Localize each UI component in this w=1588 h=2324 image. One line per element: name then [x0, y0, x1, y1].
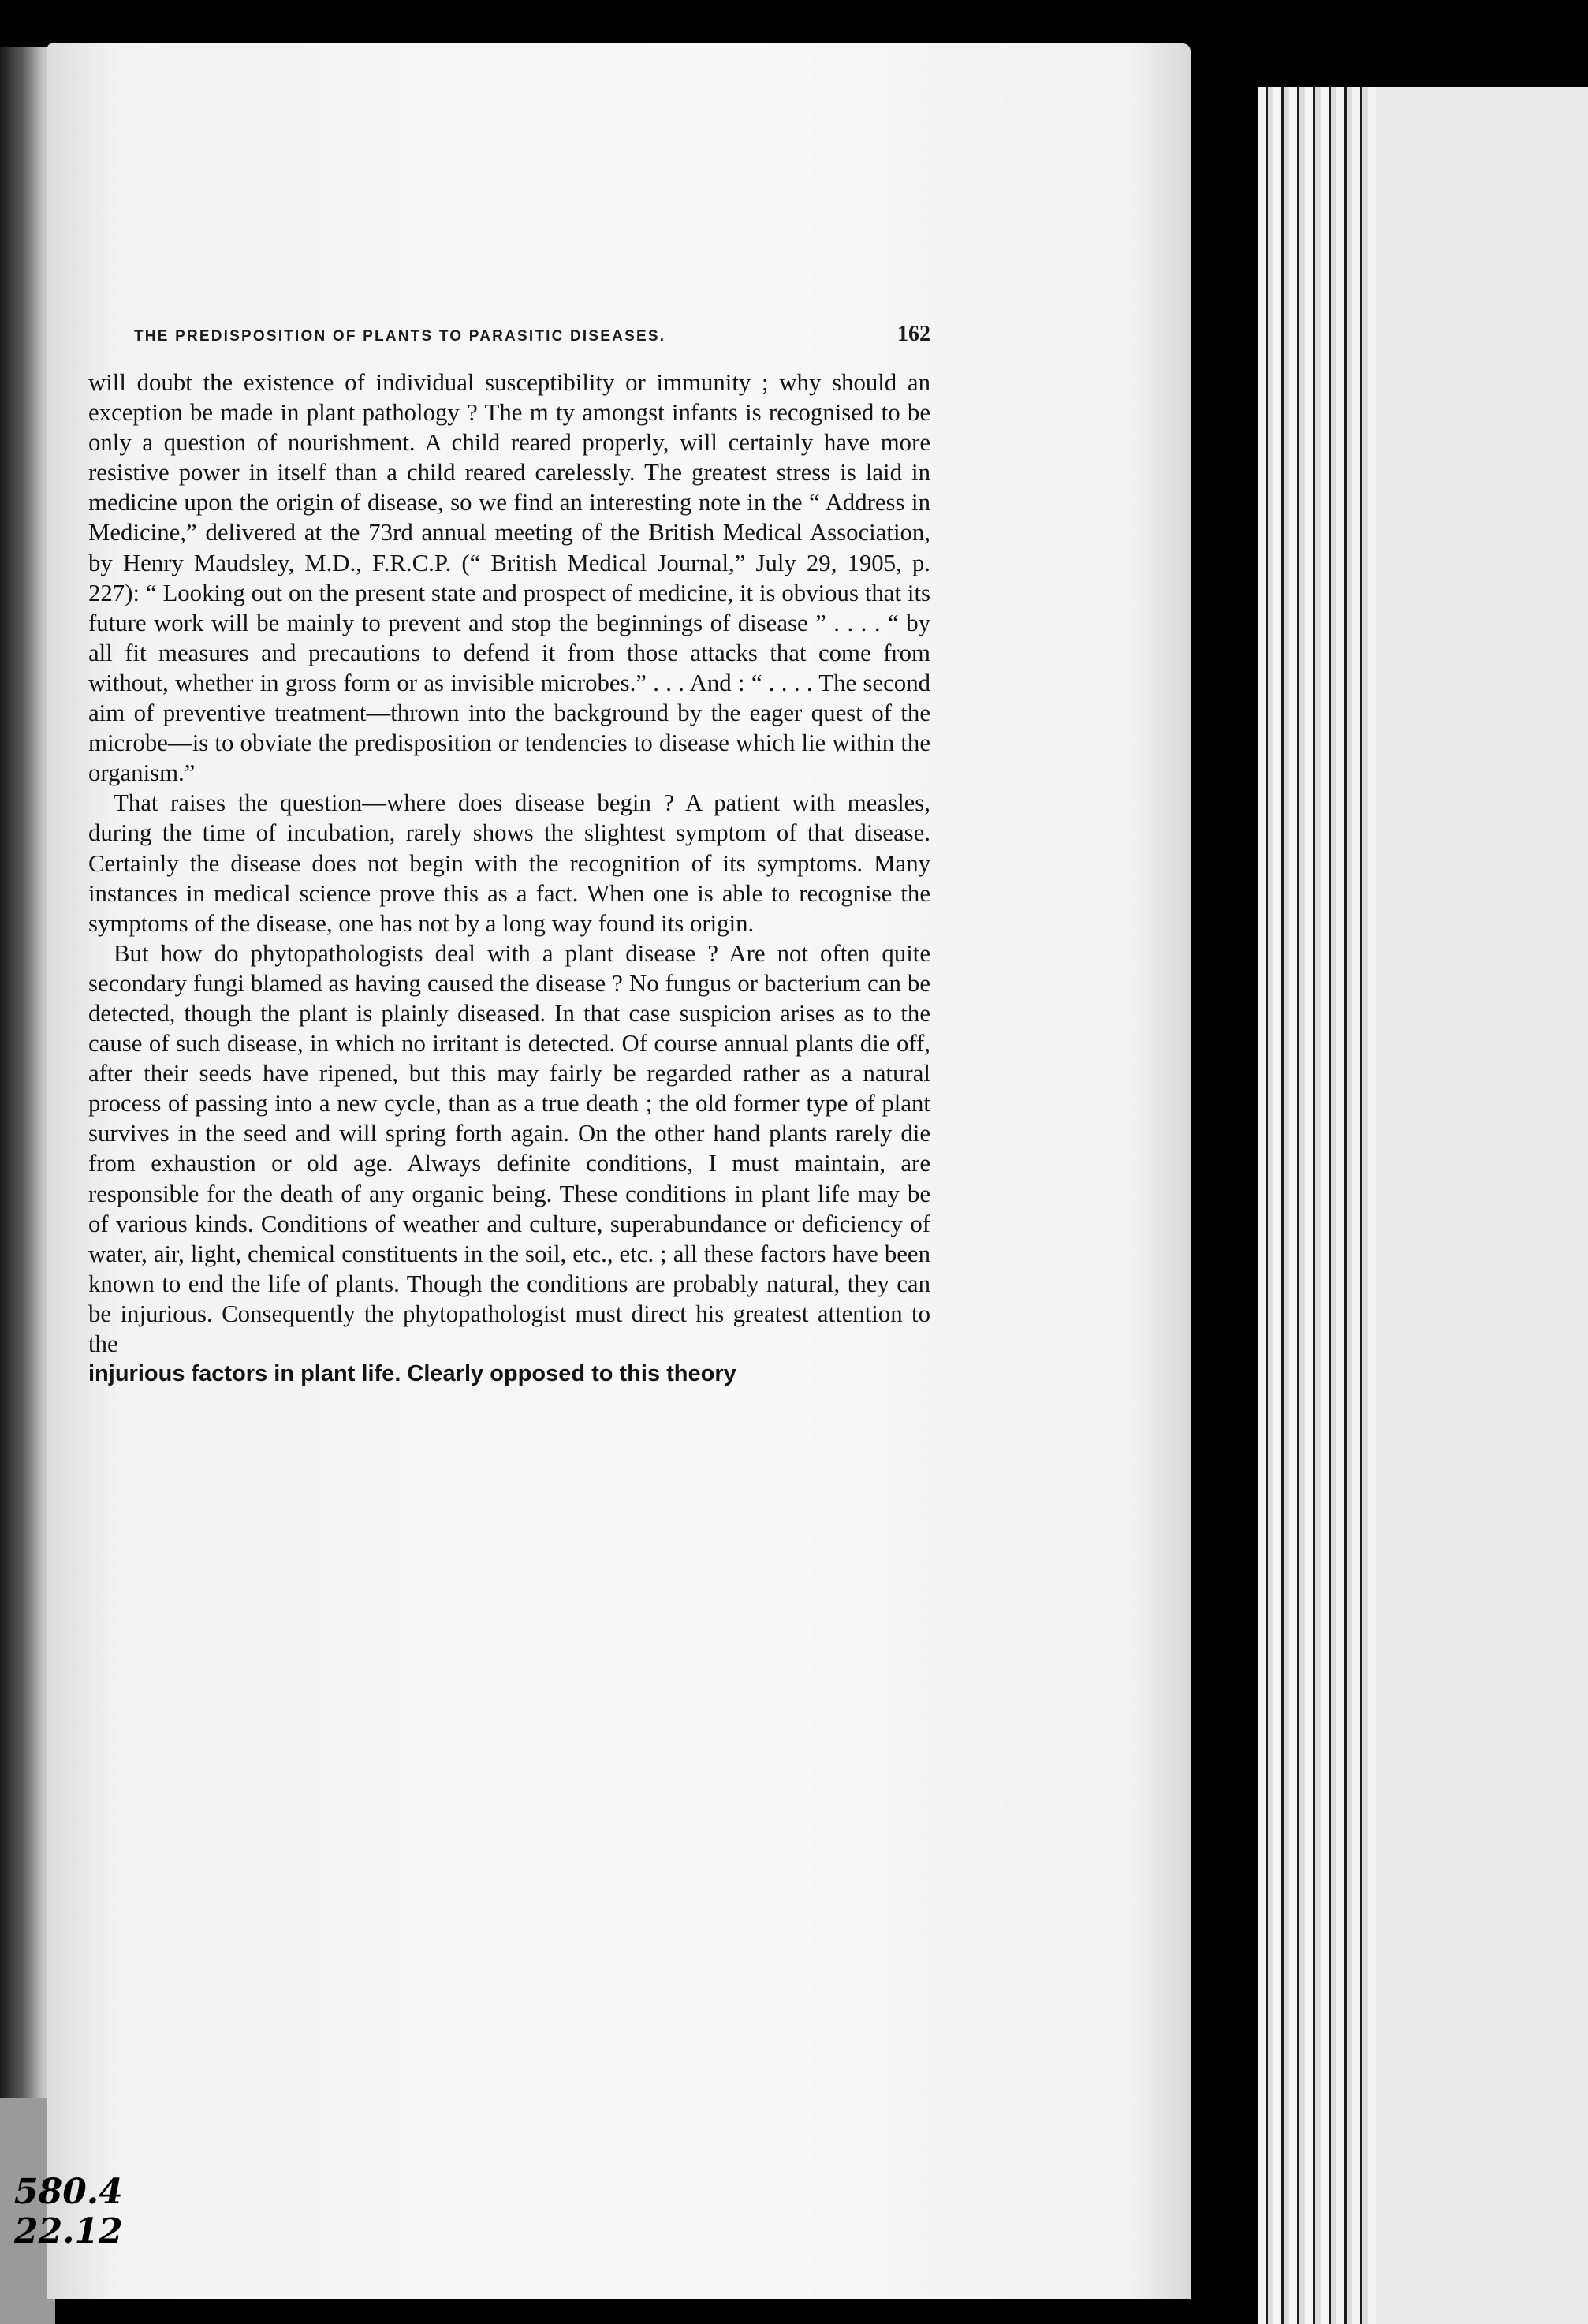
- page-gutter: [1191, 0, 1258, 2324]
- paragraph-2: That raises the question—where does disease begin ? A patient with measles, during the time of incubation, rarely shows the slightest symptom of that disease. Certainly the disease does not begin with the recognition of its symptoms. Many instances in medical science prove this as a fact. When one is able to recognise the symptoms of the disease, one has not by a long way found its origin.: [88, 789, 930, 937]
- stacked-page-edges: [1258, 55, 1588, 2324]
- running-header: [134, 322, 930, 347]
- handwritten-line-2: 22.12: [14, 2211, 123, 2251]
- handwritten-shelf-mark: [14, 2173, 123, 2251]
- paragraph-3: But how do phytopathologists deal with a plant disease ? Are not often quite secondary fungi blamed as having caused the disease ? No fungus or bacterium can be detected, though the plant is plainly diseased. In that case suspicion arises as to the cause of such disease, in which no irritant is detected. Of course annual plants die off, after their seeds have ripened, but this may fairly be regarded rather as a natural process of passing into a new cycle, than as a true death ; the old former type of plant survives in the seed and will spring forth again. On the other hand plants rarely die from exhaustion or old age. Always definite conditions, I must maintain, are responsible for the death of any organic being. These conditions in plant life may be of various kinds. Conditions of weather and culture, superabundance or deficiency of water, air, light, chemical constituents in the soil, etc., etc. ; all these factors have been known to end the life of plants. Though the conditions are probably natural, they can be injurious. Consequently the phytopathologist must direct his greatest attention to the: [88, 939, 930, 1357]
- running-title: THE PREDISPOSITION OF PLANTS TO PARASITIC DISEASES.: [134, 328, 666, 345]
- body-text: [88, 367, 930, 1389]
- final-line: injurious factors in plant life. Clearly opposed to this theory: [88, 1361, 736, 1387]
- page-number: 162: [897, 322, 930, 346]
- handwritten-line-1: 580.4: [14, 2172, 123, 2212]
- paragraph-1: will doubt the existence of individual susceptibility or immunity ; why should an exception be made in plant pathology ? The m ty amongst infants is recognised to be only a question of nourishment. A child reared properly, will certainly have more resistive power in itself than a child reared carelessly. The greatest stress is laid in medicine upon the origin of disease, so we find an interesting note in the “ Address in Medicine,” delivered at the 73rd annual meeting of the British Medical Association, by Henry Maudsley, M.D., F.R.C.P. (“ British Medical Journal,” July 29, 1905, p. 227): “ Looking out on the present state and prospect of medicine, it is obvious that its future work will be mainly to prevent and stop the beginnings of disease ” . . . . “ by all fit measures and precautions to defend it from those attacks that come from without, whether in gross form or as invisible microbes.” . . . And : “ . . . . The second aim of preventive treatment—thrown into the background by the eager quest of the microbe—is to obviate the predisposition or tendencies to disease which lie within the organism.”: [88, 369, 930, 787]
